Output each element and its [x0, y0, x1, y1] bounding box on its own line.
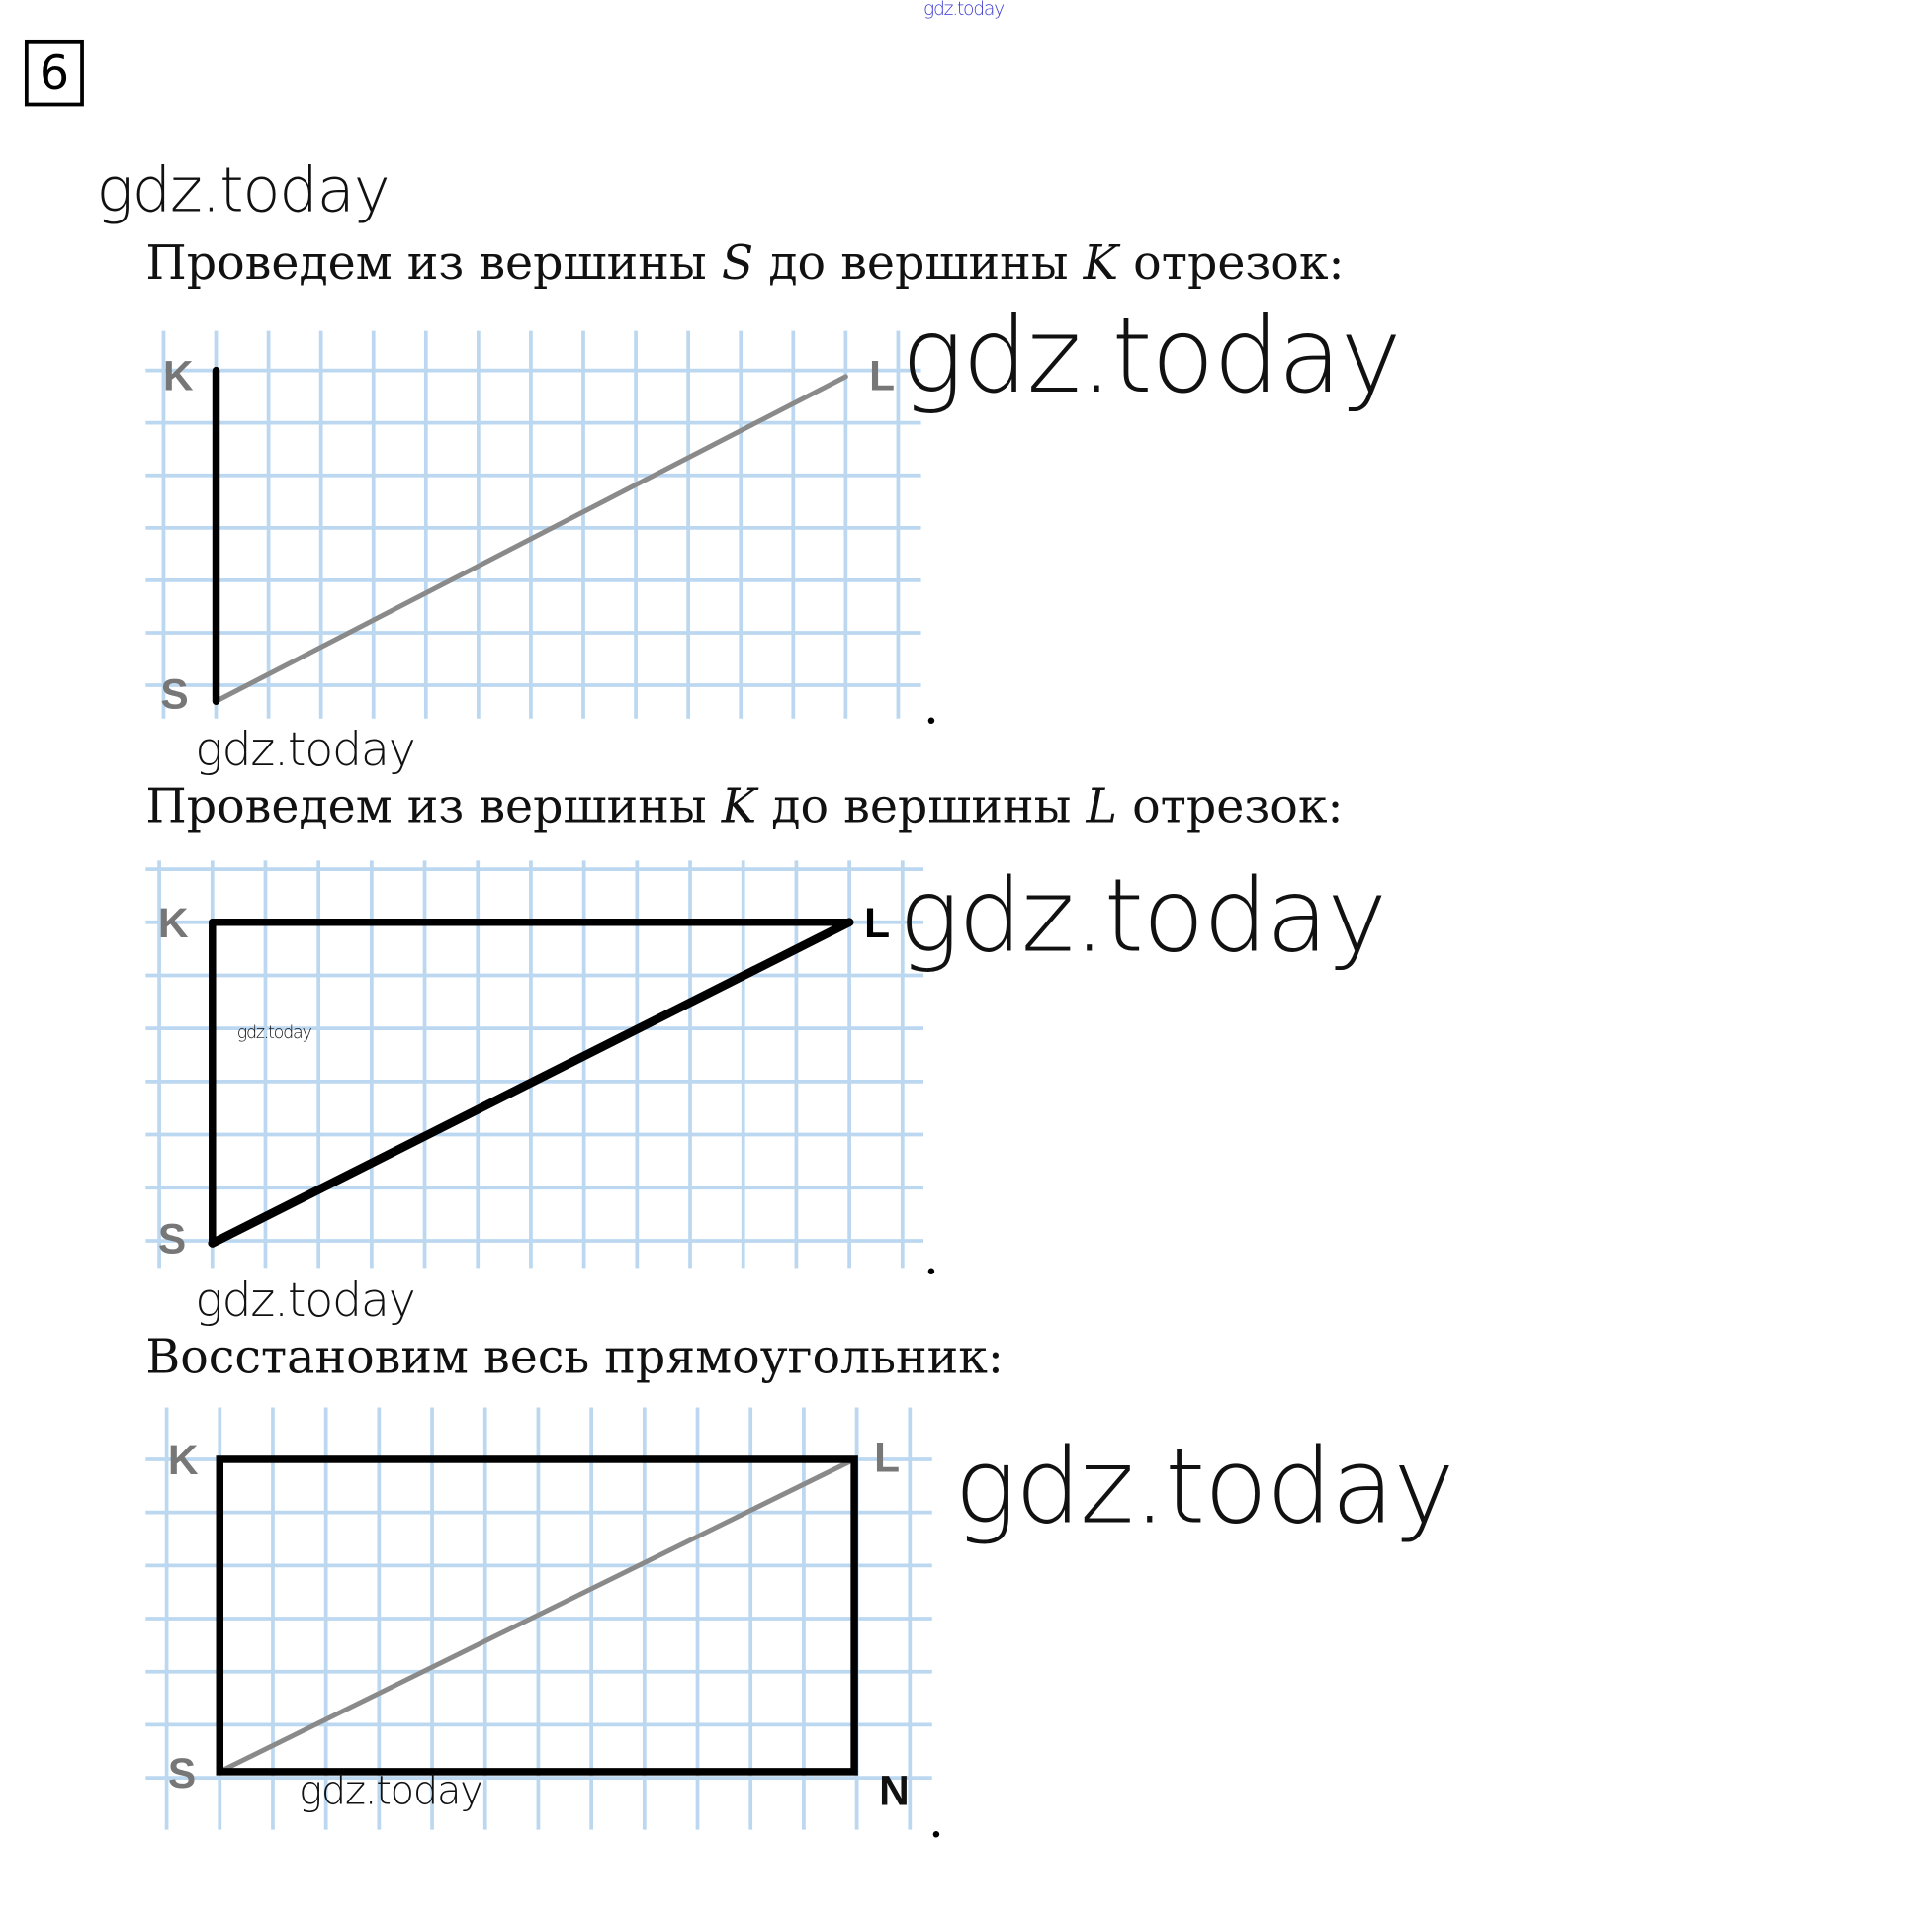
vertex: L — [1086, 778, 1118, 834]
watermark: gdz.today — [195, 722, 415, 777]
watermark: gdz.today — [954, 1426, 1454, 1547]
task-number: 6 — [25, 40, 84, 106]
watermark: gdz.today — [299, 1766, 482, 1814]
watermark: gdz.today — [96, 154, 390, 226]
vertex-label: K — [167, 1436, 199, 1483]
grid-figure-2 — [145, 860, 939, 1286]
text: отрезок: — [1118, 235, 1345, 291]
text: Проведем из вершины — [145, 778, 722, 834]
watermark: gdz.today — [236, 1023, 311, 1044]
text: отрезок: — [1117, 778, 1344, 834]
vertex-label: K — [162, 352, 194, 399]
period: . — [923, 1228, 939, 1286]
text: Проведем из вершины — [145, 235, 722, 291]
vertex-label: L — [874, 1434, 901, 1481]
vertex-label: L — [869, 352, 896, 399]
step-1-text — [145, 237, 1344, 292]
vertex-label: S — [160, 670, 189, 718]
period: . — [923, 677, 939, 736]
grid-figure-3 — [145, 1408, 948, 1850]
text: до вершины — [756, 778, 1087, 834]
vertex: S — [721, 235, 754, 291]
vertex-label: S — [157, 1215, 187, 1263]
step-2-text — [145, 780, 1343, 834]
period: . — [928, 1792, 944, 1850]
vertex-label: K — [157, 899, 189, 946]
vertex: K — [1083, 235, 1119, 291]
step-3-text: Восстановим весь прямоугольник: — [145, 1329, 1004, 1384]
vertex: K — [721, 778, 757, 834]
vertex-label: S — [167, 1750, 197, 1798]
grid-figure-1 — [145, 331, 939, 736]
text: до вершины — [753, 235, 1084, 291]
watermark: gdz.today — [899, 857, 1386, 976]
watermark-top: gdz.today — [923, 0, 1004, 20]
watermark: gdz.today — [195, 1273, 415, 1328]
vertex-label: N — [879, 1767, 910, 1814]
watermark: gdz.today — [901, 295, 1401, 416]
vertex-label: L — [864, 899, 891, 946]
